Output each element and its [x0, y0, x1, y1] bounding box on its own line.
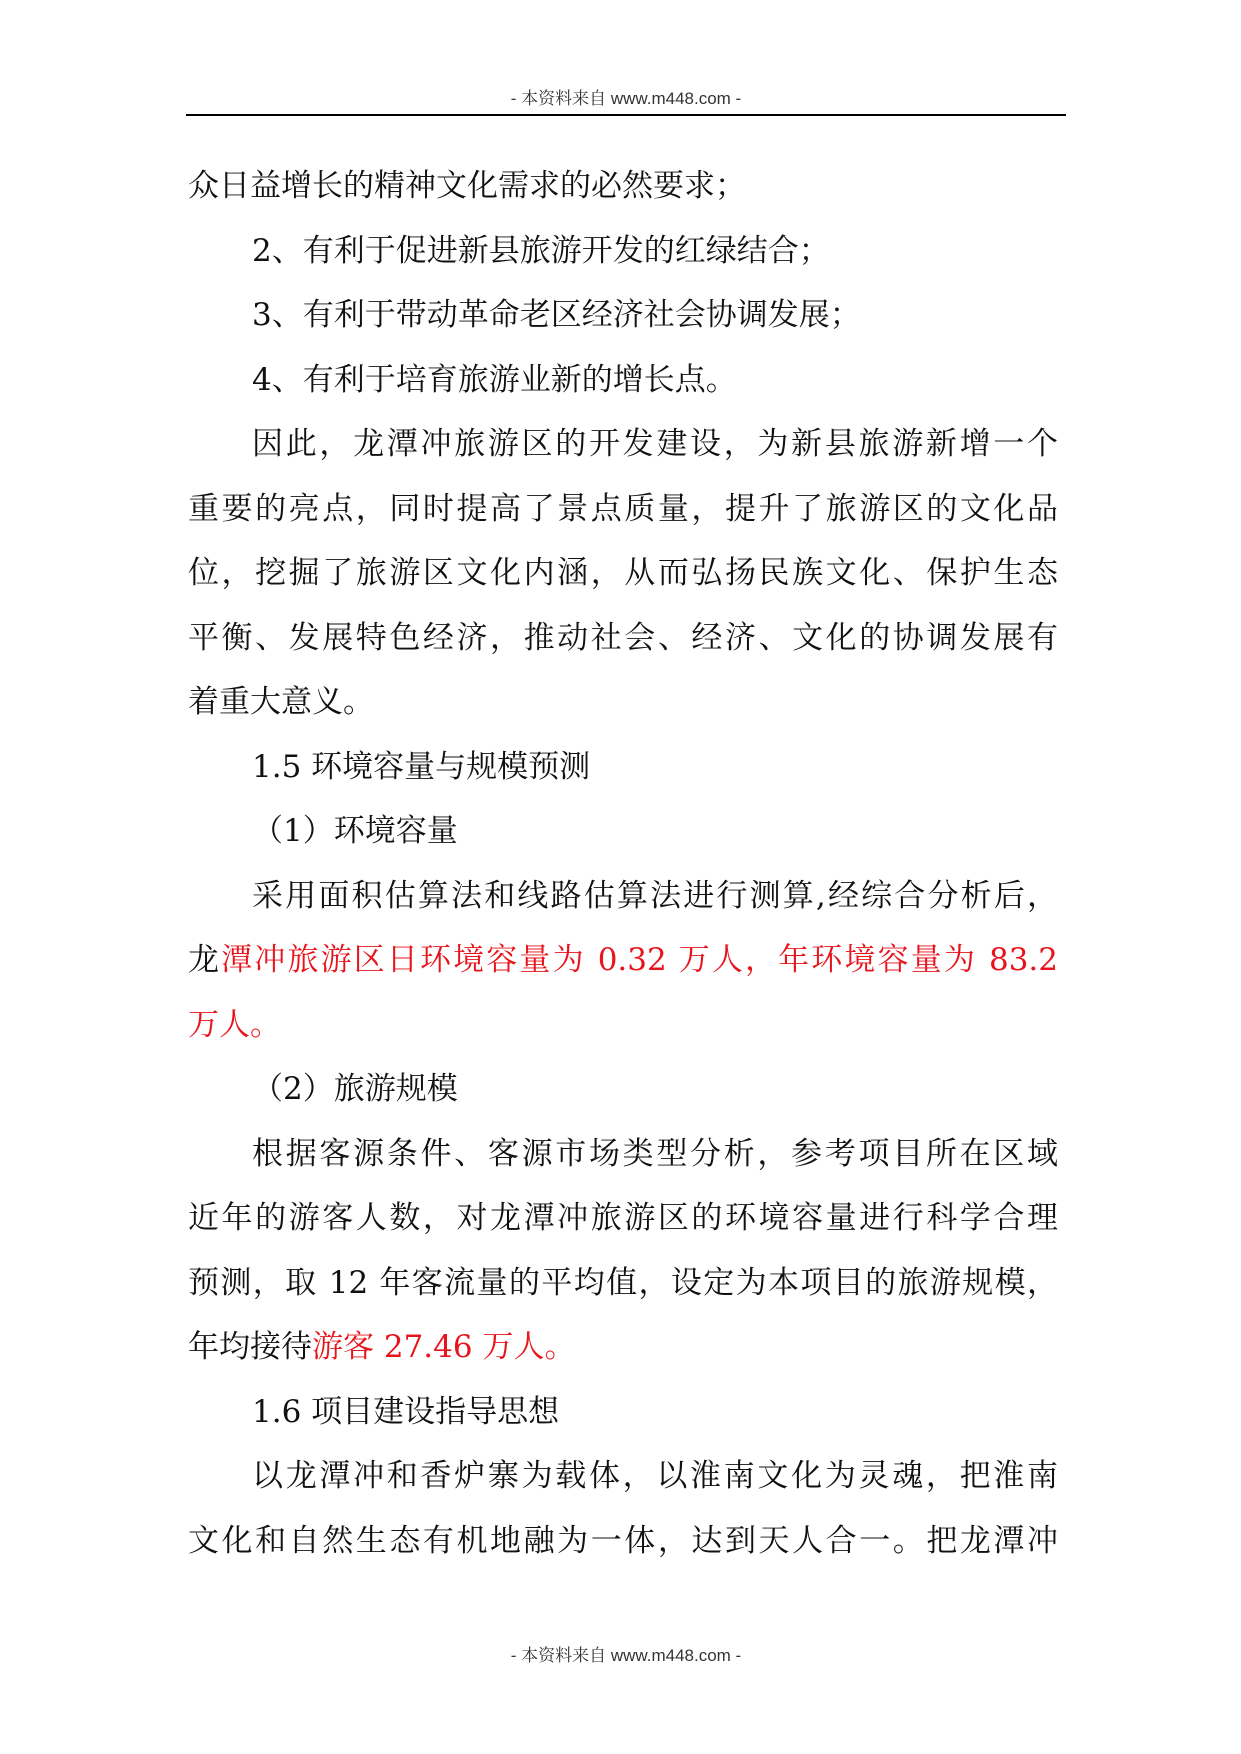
paragraph-line: 重要的亮点，同时提高了景点质量，提升了旅游区的文化品	[188, 490, 1058, 527]
list-item-3: 3、有利于带动革命老区经济社会协调发展；	[252, 297, 861, 333]
paragraph-line: 位，挖掘了旅游区文化内涵，从而弘扬民族文化、保护生态	[188, 555, 1058, 591]
list-item-4: 4、有利于培育旅游业新的增长点。	[252, 361, 737, 398]
paragraph-line: 根据客源条件、客源市场类型分析，参考项目所在区域	[252, 1135, 1058, 1172]
highlighted-text: 潭冲旅游区日环境容量为 0.32 万人，年环境容量为 83.2	[221, 942, 1059, 978]
paragraph-line: 着重大意义。	[188, 684, 374, 720]
paragraph-line	[188, 1315, 1058, 1380]
subheading-tourism-scale: （2）旅游规模	[252, 1071, 458, 1107]
paragraph-line: 采用面积估算法和线路估算法进行测算,经综合分析后，	[252, 877, 1058, 914]
body-line: 众日益增长的精神文化需求的必然要求；	[188, 168, 746, 204]
header-rule	[186, 114, 1066, 116]
paragraph-line: 平衡、发展特色经济，推动社会、经济、文化的协调发展有	[188, 619, 1058, 656]
document-body	[188, 154, 1058, 1573]
highlighted-text: 万人。	[188, 1006, 281, 1043]
plain-text: 年均接待	[188, 1329, 312, 1365]
highlighted-text: 游客 27.46 万人。	[312, 1329, 576, 1365]
page-header: - 本资料来自 www.m448.com -	[510, 89, 742, 108]
paragraph-line: 近年的游客人数，对龙潭冲旅游区的环境容量进行科学合理	[188, 1200, 1058, 1236]
plain-text: 龙	[188, 942, 222, 978]
subheading-environment-capacity: （1）环境容量	[252, 813, 458, 849]
paragraph-line	[188, 928, 1058, 993]
page-footer: - 本资料来自 www.m448.com -	[510, 1646, 742, 1665]
paragraph-line: 以龙潭冲和香炉寨为载体，以淮南文化为灵魂，把淮南	[252, 1458, 1058, 1494]
paragraph-line: 预测，取 12 年客流量的平均值，设定为本项目的旅游规模，	[188, 1264, 1058, 1301]
section-heading-1-5: 1.5 环境容量与规模预测	[252, 748, 591, 785]
list-item-2: 2、有利于促进新县旅游开发的红绿结合；	[252, 232, 830, 269]
paragraph-line: 文化和自然生态有机地融为一体，达到天人合一。把龙潭冲	[188, 1522, 1058, 1559]
section-heading-1-6: 1.6 项目建设指导思想	[252, 1393, 560, 1430]
paragraph-line	[188, 993, 1058, 1058]
paragraph-line: 因此，龙潭冲旅游区的开发建设，为新县旅游新增一个	[252, 426, 1058, 462]
